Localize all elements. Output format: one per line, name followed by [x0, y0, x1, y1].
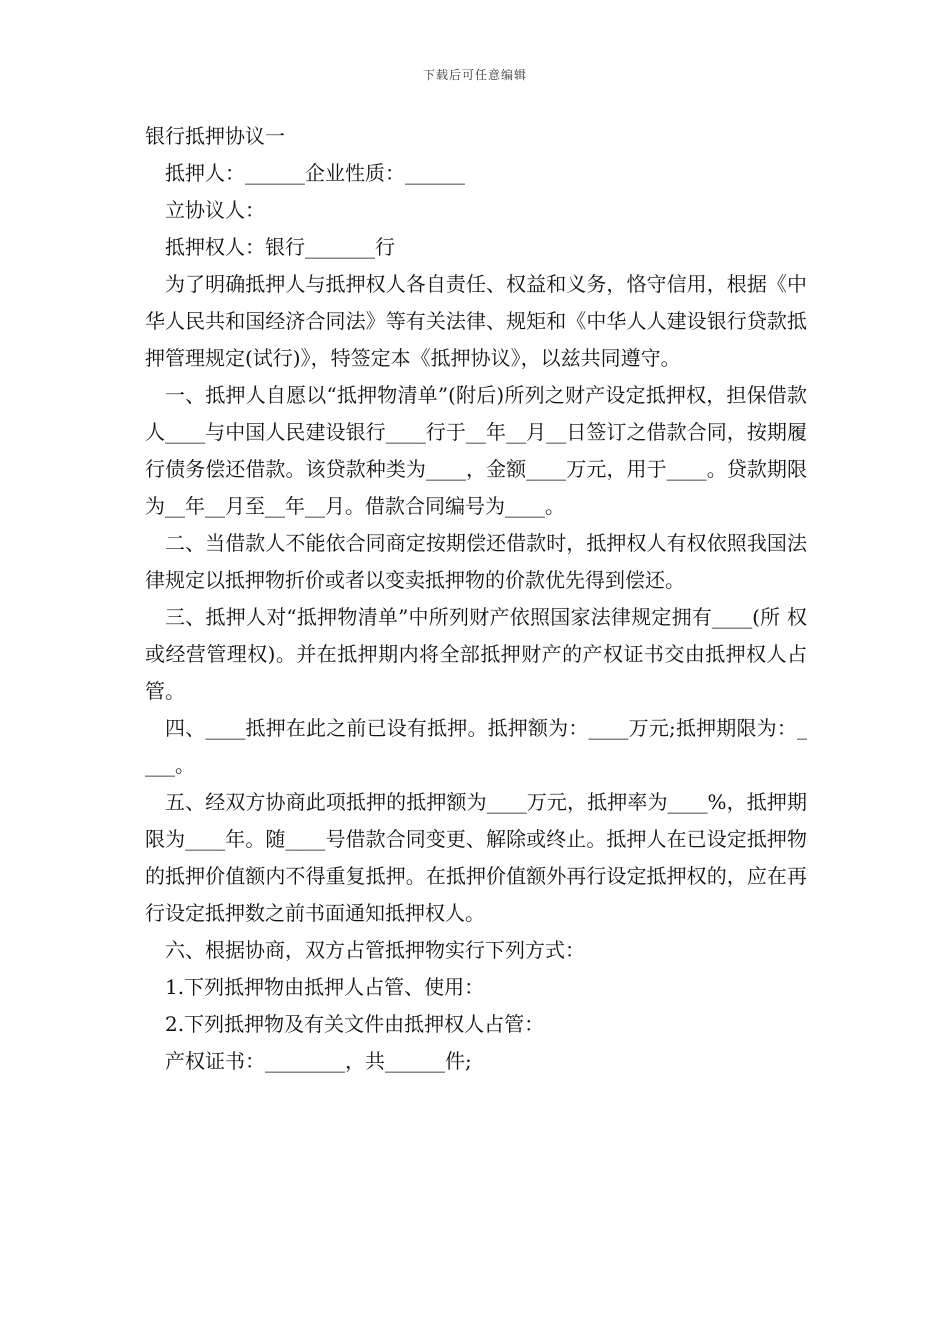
paragraph-mortgagor: 抵押人：______企业性质：______ [165, 161, 465, 185]
header-note: 下载后可任意编辑 [422, 68, 527, 82]
paragraph-clause-6: 六、根据协商，双方占管抵押物实行下列方式： [165, 938, 585, 962]
document-title: 银行抵押协议一 [145, 124, 285, 148]
paragraph-property-certificate: 产权证书：________，共______件; [165, 1049, 472, 1073]
paragraph-clause-4: 四、____抵押在此之前已设有抵押。抵押额为：____万元;抵押期限为：____。 [145, 716, 807, 777]
document-body [145, 118, 807, 1080]
paragraph-agreement-party: 立协议人： [165, 198, 265, 222]
paragraph-mortgagee: 抵押权人：银行_______行 [165, 235, 395, 259]
paragraph-item-1: 1.下列抵押物由抵押人占管、使用： [165, 975, 485, 999]
paragraph-clause-3: 三、抵押人对“抵押物清单”中所列财产依照国家法律规定拥有____(所 权或经营管理权)。并在抵押期内将全部抵押财产的产权证书交由抵押权人占管。 [145, 605, 807, 703]
paragraph-clause-5: 五、经双方协商此项抵押的抵押额为____万元，抵押率为____%，抵押期限为____年。随____号借款合同变更、解除或终止。抵押人在已设定抵押物的抵押价值额内不得重复抵押。在抵押价值额外再行设定抵押权的，应在再行设定抵押数之前书面通知抵押权人。 [145, 790, 807, 925]
paragraph-preamble: 为了明确抵押人与抵押权人各自责任、权益和义务，恪守信用，根据《中华人民共和国经济合同法》等有关法律、规矩和《中华人人建设银行贷款抵押管理规定(试行)》，特签定本《抵押协议》，以兹共同遵守。 [145, 272, 807, 370]
paragraph-clause-1: 一、抵押人自愿以“抵押物清单”(附后)所列之财产设定抵押权，担保借款人____与中国人民建设银行____行于__年__月__日签订之借款合同，按期履行债务偿还借款。该贷款种类为____，金额____万元，用于____。贷款期限为__年__月至__年__月。借款合同编号为____。 [145, 383, 807, 518]
paragraph-item-2: 2.下列抵押物及有关文件由抵押权人占管： [165, 1012, 545, 1036]
paragraph-clause-2: 二、当借款人不能依合同商定按期偿还借款时，抵押权人有权依照我国法律规定以抵押物折价或者以变卖抵押物的价款优先得到偿还。 [145, 531, 807, 592]
